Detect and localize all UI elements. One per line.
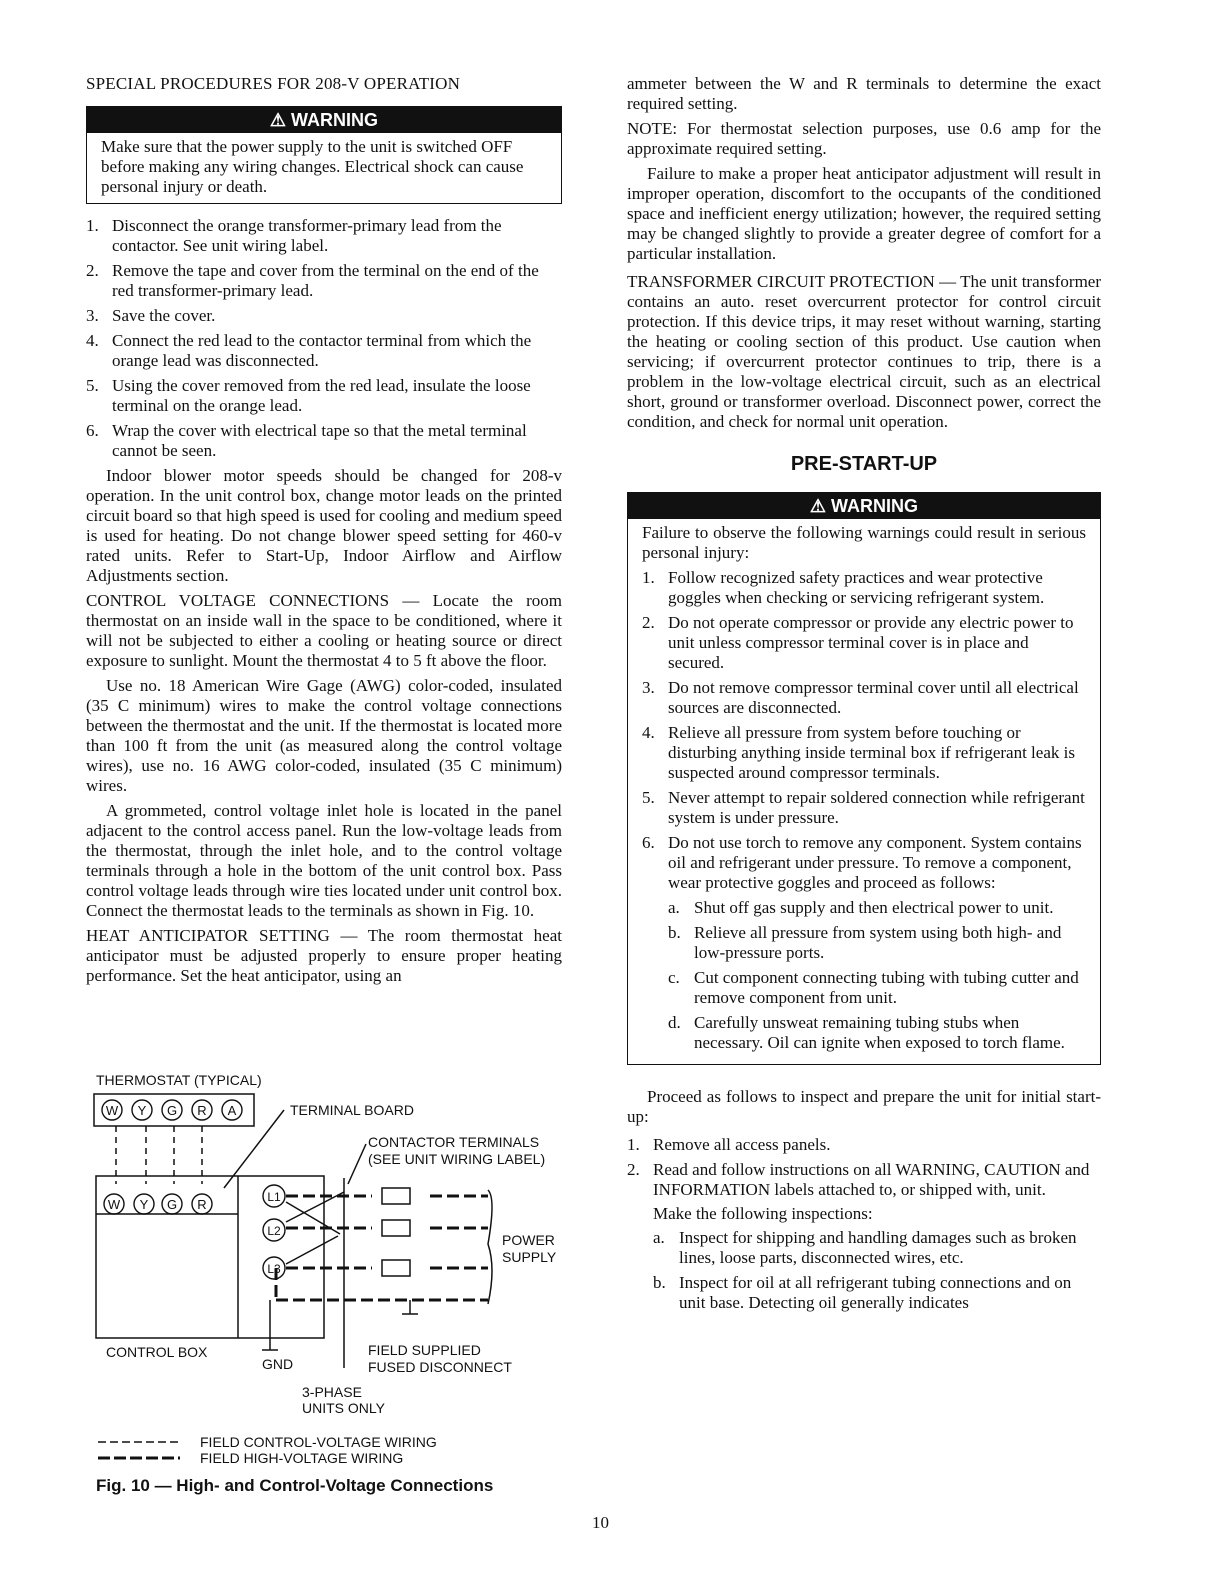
box-terminal-label: Y (139, 1197, 149, 1212)
paragraph-note: NOTE: For thermostat selection purposes, use 0.6 amp for the approximate required setting. (627, 119, 1101, 158)
paragraph-failure: Failure to make a proper heat anticipator adjustment will result in improper operation, discomfort to the occupants of the conditioned space and inefficient energy utilization; however, the required setting may be changed slightly to provide a greater degree of comfort for a particular installation. (627, 164, 1101, 263)
field-supplied-label: FIELD SUPPLIED (368, 1342, 481, 1358)
paragraph-heat-anticipator: HEAT ANTICIPATOR SETTING — The room thermostat heat anticipator must be adjusted properly to ensure proper heating performance. Set the heat anticipator, using an (86, 926, 562, 985)
list-item: 4. Relieve all pressure from system before touching or disturbing anything inside terminal box if refrigerant leak is suspected around compressor terminals. (642, 723, 1075, 782)
list-item: 3. Save the cover. (86, 306, 216, 325)
list-item: 6. Do not use torch to remove any component. System contains oil and refrigerant under pressure. To remove a component, wear protective goggles and proceed as follows: a. Shut off gas supply and then electrical power to unit. b. Relieve all pressure from system using both high- and low-pressure ports. c. Cut component connecting tubing with tubing cutter and remove component from unit. d. Carefully unsweat remaining tubing stubs when necessary. Oil can ignite when exposed to torch flame. (642, 833, 1086, 1053)
procedure-list (86, 216, 562, 461)
paragraph-proceed: Proceed as follows to inspect and prepare the unit for initial start-up: (627, 1087, 1101, 1126)
thermostat-terminal-label: A (227, 1103, 237, 1118)
line-terminal-label: L2 (267, 1224, 281, 1238)
warning-text: Make sure that the power supply to the unit is switched OFF before making any wiring changes. Electrical shock can cause personal injury or death. (101, 137, 524, 196)
thermostat-terminal-label: Y (137, 1103, 147, 1118)
warning-list (642, 568, 1086, 1053)
paragraph-transformer: TRANSFORMER CIRCUIT PROTECTION — The unit transformer contains an auto. reset overcurrent protector for control circuit protection. If this device trips, it may reset without warning, starting the heating or cooling section of this product. Use caution when servicing; if overcurrent protector continues to trip, there is a problem in the low-voltage electrical circuit, such as an electrical short, ground or transformer overload. Disconnect power, correct the condition, and check for normal unit operation. (627, 272, 1101, 431)
warning-box (86, 106, 562, 204)
section-heading-208v: SPECIAL PROCEDURES FOR 208-V OPERATION (86, 74, 461, 93)
warning-title: ⚠ WARNING (628, 493, 1100, 519)
section-title-pre-start-up: PRE-START-UP (790, 453, 938, 475)
paragraph-blower: Indoor blower motor speeds should be changed for 208-v operation. In the unit control box, change motor leads on the printed circuit board so that high speed is used for cooling and medium speed is used for heating. Do not change blower speed setting for 460-v rated units. Refer to Start-Up, Indoor Airflow and Airflow Adjustments section. (86, 466, 562, 585)
list-item: 4. Connect the red lead to the contactor terminal from which the orange lead was disconnected. (86, 331, 532, 370)
power-label: POWER (502, 1232, 555, 1248)
warning-box-pre-start (627, 492, 1101, 1065)
list-item: 2. Do not operate compressor or provide any electric power to unit unless compressor terminal cover is in place and secured. (642, 613, 1074, 672)
thermostat-terminal-label: R (197, 1103, 207, 1118)
paragraph-wire: Use no. 18 American Wire Gage (AWG) color-coded, insulated (35 C minimum) wires to make the control voltage connections between the thermostat and the unit. If the thermostat is located more than 100 ft from the unit (as measured along the control voltage wires), use no. 16 AWG color-coded, insulated (35 C minimum) wires. (86, 676, 562, 795)
line-terminal-label: L1 (267, 1190, 281, 1204)
paragraph-grommet: A grommeted, control voltage inlet hole is located in the panel adjacent to the control access panel. Run the low-voltage leads from the thermostat, through the inlet hole, and to the control voltage terminals through a hole in the bottom of the unit control box. Pass control voltage leads through wire ties located under unit control box. Connect the thermostat leads to the terminals as shown in Fig. 10. (86, 801, 562, 920)
list-item: 2. Read and follow instructions on all WARNING, CAUTION and INFORMATION labels attached to, or shipped with, unit. Make the following inspections: a. Inspect for shipping and handling damages such as broken lines, loose parts, disconnected wires, etc. b. Inspect for oil at all refrigerant tubing connections and on unit base. Detecting oil generally indicates (627, 1160, 1101, 1313)
paragraph-ammeter: ammeter between the W and R terminals to determine the exact required setting. (627, 74, 1101, 113)
gnd-label: GND (262, 1356, 294, 1372)
list-item: 5. Never attempt to repair soldered connection while refrigerant system is under pressure. (642, 788, 1085, 827)
terminal-board-label: TERMINAL BOARD (290, 1102, 414, 1118)
list-item: 5. Using the cover removed from the red lead, insulate the loose terminal on the orange lead. (86, 376, 531, 415)
thermostat-terminal-label: W (105, 1103, 119, 1118)
supply-label: SUPPLY (502, 1249, 557, 1265)
control-box (96, 1176, 324, 1338)
left-column (86, 74, 562, 991)
line-terminal-label: L3 (267, 1262, 281, 1276)
figure-caption: Fig. 10 — High- and Control-Voltage Connections (96, 1476, 494, 1495)
legend-control-label: FIELD CONTROL-VOLTAGE WIRING (200, 1434, 437, 1450)
list-item: d. Carefully unsweat remaining tubing stubs when necessary. Oil can ignite when exposed to torch flame. (668, 1013, 1065, 1052)
contactor-note-label: (SEE UNIT WIRING LABEL) (368, 1151, 546, 1167)
fused-disconnect-label: FUSED DISCONNECT (368, 1359, 512, 1375)
contactor-terminals-label: CONTACTOR TERMINALS (368, 1134, 540, 1150)
list-item: 6. Wrap the cover with electrical tape so that the metal terminal cannot be seen. (86, 421, 527, 460)
control-box-label: CONTROL BOX (106, 1344, 208, 1360)
list-item: c. Cut component connecting tubing with tubing cutter and remove component from unit. (668, 968, 1079, 1007)
list-item: 2. Remove the tape and cover from the terminal on the end of the red transformer-primary lead. (86, 261, 539, 300)
list-item: 1. Follow recognized safety practices and wear protective goggles when checking or servicing refrigerant system. (642, 568, 1045, 607)
startup-list (627, 1135, 1101, 1313)
inspection-list (653, 1228, 1101, 1313)
legend-high-label: FIELD HIGH-VOLTAGE WIRING (200, 1450, 404, 1466)
thermostat-label: THERMOSTAT (TYPICAL) (96, 1072, 262, 1088)
units-only-label: UNITS ONLY (302, 1400, 385, 1416)
thermostat-terminal-label: G (166, 1103, 178, 1118)
warning-content (628, 519, 1100, 1064)
list-item: a. Inspect for shipping and handling damages such as broken lines, loose parts, disconnected wires, etc. (653, 1228, 1077, 1267)
right-column (627, 74, 1101, 1318)
three-phase-label: 3-PHASE (302, 1384, 362, 1400)
warning-title: ⚠ WARNING (87, 107, 561, 133)
box-terminal-label: W (107, 1197, 121, 1212)
page-number: 10 (592, 1513, 609, 1532)
inspections-intro: Make the following inspections: (653, 1204, 873, 1223)
wiring-diagram (90, 1068, 580, 1468)
box-terminal-label: G (166, 1197, 178, 1212)
list-item: 1. Remove all access panels. (627, 1135, 831, 1154)
box-terminal-label: R (197, 1197, 207, 1212)
list-item: b. Relieve all pressure from system using both high- and low-pressure ports. (668, 923, 1062, 962)
warning-intro: Failure to observe the following warnings could result in serious personal injury: (642, 523, 1086, 562)
list-item: 3. Do not remove compressor terminal cover until all electrical sources are disconnected. (642, 678, 1079, 717)
list-item: a. Shut off gas supply and then electrical power to unit. (668, 898, 1054, 917)
warning-sublist (668, 898, 1086, 1053)
list-item: b. Inspect for oil at all refrigerant tubing connections and on unit base. Detecting oil generally indicates (653, 1273, 1072, 1312)
list-item: 1. Disconnect the orange transformer-primary lead from the contactor. See unit wiring label. (86, 216, 502, 255)
paragraph-control-voltage: CONTROL VOLTAGE CONNECTIONS — Locate the room thermostat on an inside wall in the space to be conditioned, where it will not be subjected to either a cooling or heating source or direct exposure to sunlight. Mount the thermostat 4 to 5 ft above the floor. (86, 591, 562, 670)
